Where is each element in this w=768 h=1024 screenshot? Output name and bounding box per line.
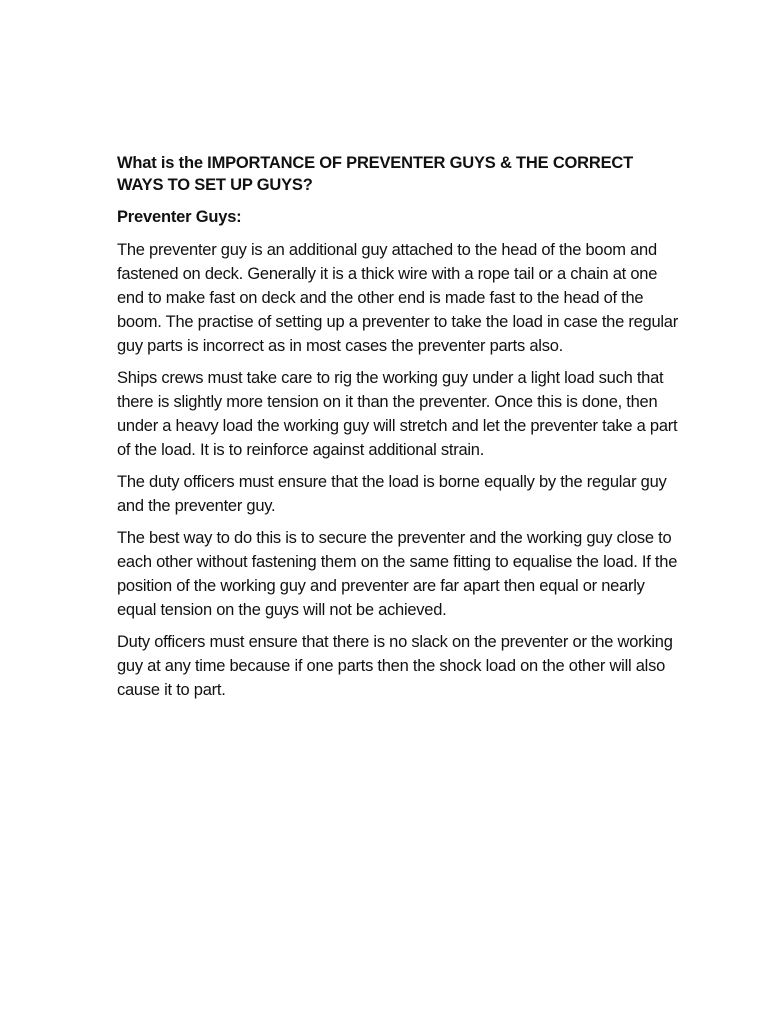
- paragraph-3: The duty officers must ensure that the load is borne equally by the regular guy and the preventer guy.: [117, 473, 667, 515]
- paragraph-1: The preventer guy is an additional guy attached to the head of the boom and fastened on deck. Generally it is a thick wire with a rope tail or a chain at one end to make fast on deck and the other end is made fast to the head of the boom. The practise of setting up a preventer to take the load in case the regular guy parts is incorrect as in most cases the preventer parts also.: [117, 241, 678, 355]
- document-title: What is the IMPORTANCE OF PREVENTER GUYS & THE CORRECT WAYS TO SET UP GUYS?: [117, 154, 634, 194]
- document-page: [117, 152, 683, 710]
- paragraph-4: The best way to do this is to secure the preventer and the working guy close to each other without fastening them on the same fitting to equalise the load. If the position of the working guy and preventer are far apart then equal or nearly equal tension on the guys will not be achieved.: [117, 529, 678, 619]
- section-heading: Preventer Guys:: [117, 208, 242, 226]
- paragraph-2: Ships crews must take care to rig the working guy under a light load such that there is slightly more tension on it than the preventer. Once this is done, then under a heavy load the working guy will stretch and let the preventer take a part of the load. It is to reinforce against additional strain.: [117, 369, 678, 459]
- paragraph-5: Duty officers must ensure that there is no slack on the preventer or the working guy at any time because if one parts then the shock load on the other will also cause it to part.: [117, 633, 673, 699]
